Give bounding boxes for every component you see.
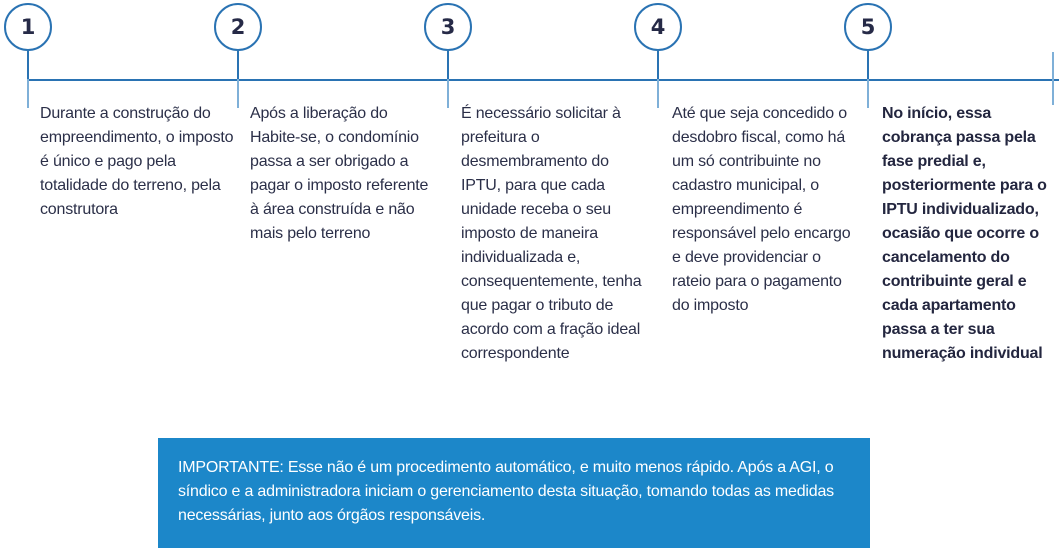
step-connector-top	[237, 51, 239, 79]
important-note-box	[158, 438, 870, 548]
step-number-badge: 2	[214, 3, 262, 51]
step-description: No início, essa cobrança passa pela fase predial e, posteriormente para o IPTU individualizado, ocasião que ocorre o cancelamento do contribuinte geral e cada apartamento passa a ter sua numeração individual	[882, 105, 1047, 362]
step-number-badge: 4	[634, 3, 682, 51]
timeline-end-marker	[1052, 52, 1054, 105]
step-description: Após a liberação do Habite-se, o condomínio passa a ser obrigado a pagar o imposto referente à área construída e não mais pelo terreno	[250, 105, 429, 242]
step-connector-top	[657, 51, 659, 79]
step-connector-top	[27, 51, 29, 79]
step-description: Até que seja concedido o desdobro fiscal, como há um só contribuinte no cadastro municipal, o empreendimento é responsável pelo encargo e deve providenciar o rateio para o pagamento do imposto	[672, 105, 851, 314]
step-number-badge: 1	[4, 3, 52, 51]
important-note-text: IMPORTANTE: Esse não é um procedimento automático, e muito menos rápido. Após a AGI, o síndico e a administradora iniciam o gerenciamento desta situação, tomando todas as medidas necessárias, junto aos órgãos responsáveis.	[178, 459, 834, 524]
step-description: É necessário solicitar à prefeitura o desmembramento do IPTU, para que cada unidade receba o seu imposto de maneira individualizada e, consequentemente, tenha que pagar o tributo de acordo com a fração ideal correspondente	[461, 105, 642, 362]
step-number-badge: 5	[844, 3, 892, 51]
step-number-badge: 3	[424, 3, 472, 51]
step-connector-top	[447, 51, 449, 79]
step-description: Durante a construção do empreendimento, o imposto é único e pago pela totalidade do terreno, pela construtora	[40, 105, 234, 218]
timeline-axis	[28, 79, 1059, 81]
step-connector-top	[867, 51, 869, 79]
